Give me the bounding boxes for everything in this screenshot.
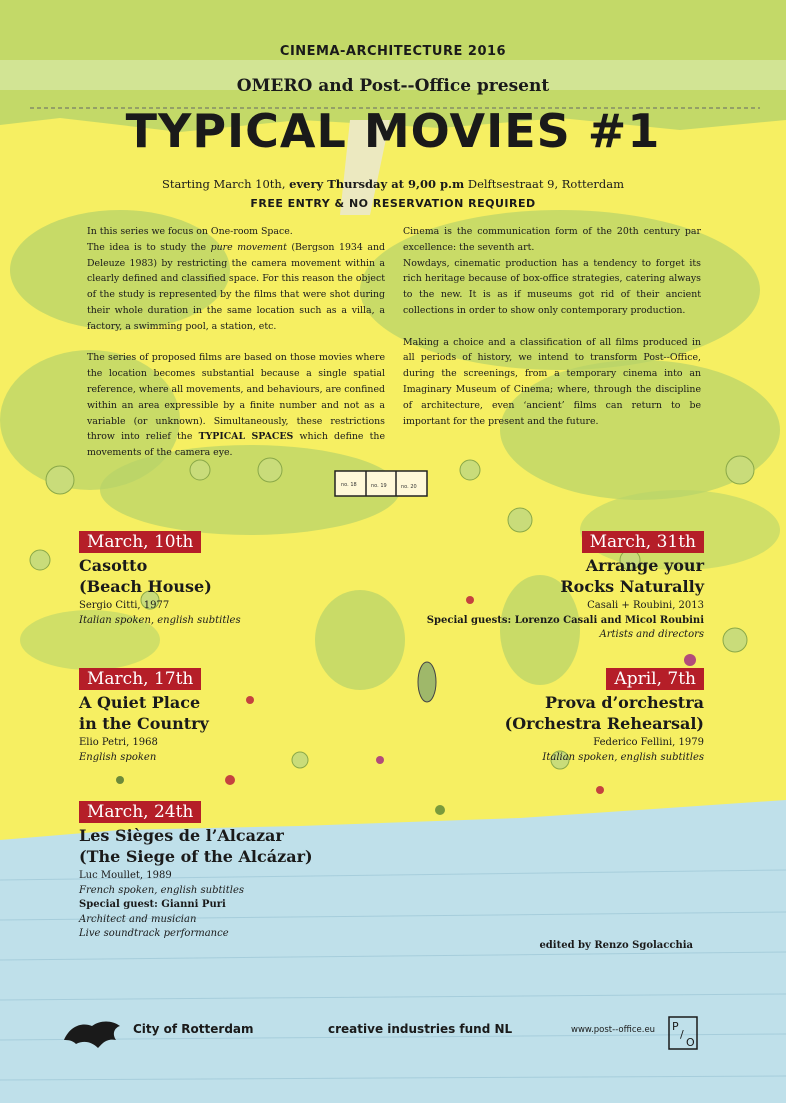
intro-bold: TYPICAL SPACES [198,431,294,443]
film-title: A Quiet Place [79,693,201,712]
film-title: in the Country [79,714,209,733]
dateline-start: Starting March 10th, [161,177,290,191]
film-entry [79,531,379,628]
film-meta [79,599,379,628]
film-extra: Live soundtrack performance [79,928,229,939]
film-meta [79,736,379,765]
editor-credit: edited by Renzo Sgolacchia [539,940,693,951]
presenters: OMERO and Post--Office present [236,76,550,96]
intro-text: In this series we focus on One-room Space. [87,226,293,237]
map-label: no. 20 [401,484,417,490]
film-credit: Luc Moullet, 1989 [79,870,172,881]
intro-text: The series of proposed films are based on those movies where the location becomes substantial because a single spatial reference, where all movements, and behaviours, are confined within an area expressible by a finite number and not as a variable (or unknown). Simultaneously, these restrictions throw into relief the [87,352,385,443]
intro-paragraph: Nowdays, cinematic production has a tendency to forget its rich heritage because of box-office strategies, catering always to the new. It is as if museums got rid of their ancient collections in order to show only contemporary production. [403,257,701,316]
date-badge: March, 31th [582,531,704,553]
date-badge: April, 7th [606,668,704,690]
film-entry [404,668,704,765]
intro-text: (Bergson 1934 and Deleuze 1983) by restricting the camera movement within a clearly defined and classified space. For this reason the object of the study is represented by the films that were shot during their whole duration in the same location such as a villa, a factory, a swimming pool, a station, etc. [87,241,385,332]
film-language: English spoken [79,751,157,763]
intro-paragraph [87,350,385,461]
date-badge: March, 17th [79,668,201,690]
film-entry [404,531,704,643]
dateline-bold: every Thursday at 9,00 p.m [289,177,465,191]
logo-letter: P [672,1020,679,1033]
website-link[interactable]: www.post--office.eu [571,1025,656,1035]
film-credit: Sergio Citti, 1977 [79,600,170,611]
guest-role: Artists and directors [599,629,704,640]
film-title: Casotto [79,556,148,575]
film-language: Italian spoken, english subtitles [79,614,241,626]
guest-label: Special guest: [79,899,162,910]
guest-names: Lorenzo Casali and Micol Roubini [514,614,704,626]
kicker: CINEMA-ARCHITECTURE 2016 [279,44,507,59]
film-credit: Elio Petri, 1968 [79,737,158,748]
intro-paragraph: Making a choice and a classification of all films produced in all periods of history, we intend to transform Post--Office, during the screenings, from a temporary cinema into an Imaginary Museum of Cinema; where, through the discipline of architecture, even ‘ancient’ films can return to be important for the present and the future. [403,336,701,427]
film-title: Rocks Naturally [560,577,704,596]
post-office-logo-icon [668,1016,698,1050]
page-title: TYPICAL MOVIES #1 [125,104,661,158]
intro-right-column [403,224,701,445]
logo-letter: O [686,1036,695,1049]
intro-paragraph: Cinema is the communication form of the 20th century par excellence: the seventh art. [403,226,701,253]
film-title: (Beach House) [79,577,212,596]
date-badge: March, 10th [79,531,201,553]
intro-paragraph [87,224,385,335]
intro-italic: pure movement [210,241,287,253]
date-badge: March, 24th [79,801,201,823]
intro-text: which define the movements of the camera eye. [87,431,385,459]
film-entry [79,801,419,942]
film-credit: Federico Fellini, 1979 [593,737,704,748]
intro-left-column [87,224,385,477]
film-title: Prova d’orchestra [545,693,704,712]
film-language: Italian spoken, english subtitles [542,751,704,763]
city-of-rotterdam-logo: City of Rotterdam [133,1022,254,1036]
film-entry [79,668,379,765]
film-credit: Casali + Roubini, 2013 [587,600,704,611]
dateline [0,177,786,191]
dateline-end: Delftsestraat 9, Rotterdam [464,177,625,191]
free-entry-notice: FREE ENTRY & NO RESERVATION REQUIRED [250,197,536,210]
film-title: (Orchestra Rehearsal) [504,714,704,733]
film-language: French spoken, english subtitles [79,884,244,896]
rotterdam-lion-icon [62,1016,128,1050]
film-title: Les Sièges de l’Alcazar [79,826,284,845]
guest-label: Special guests: [426,614,515,626]
guest-role: Architect and musician [79,913,197,925]
film-title: (The Siege of the Alcázar) [79,847,313,866]
logo-letter: / [680,1028,684,1041]
film-title: Arrange your [585,556,704,575]
footer [0,1016,786,1056]
guest-names: Gianni Puri [161,899,226,910]
map-label: no. 18 [341,482,357,488]
film-meta [404,599,704,643]
film-meta [404,736,704,765]
film-meta [79,869,419,942]
creative-industries-fund-logo: creative industries fund NL [328,1022,513,1036]
intro-text: The idea is to study the [87,241,211,253]
map-label: no. 19 [371,483,387,489]
